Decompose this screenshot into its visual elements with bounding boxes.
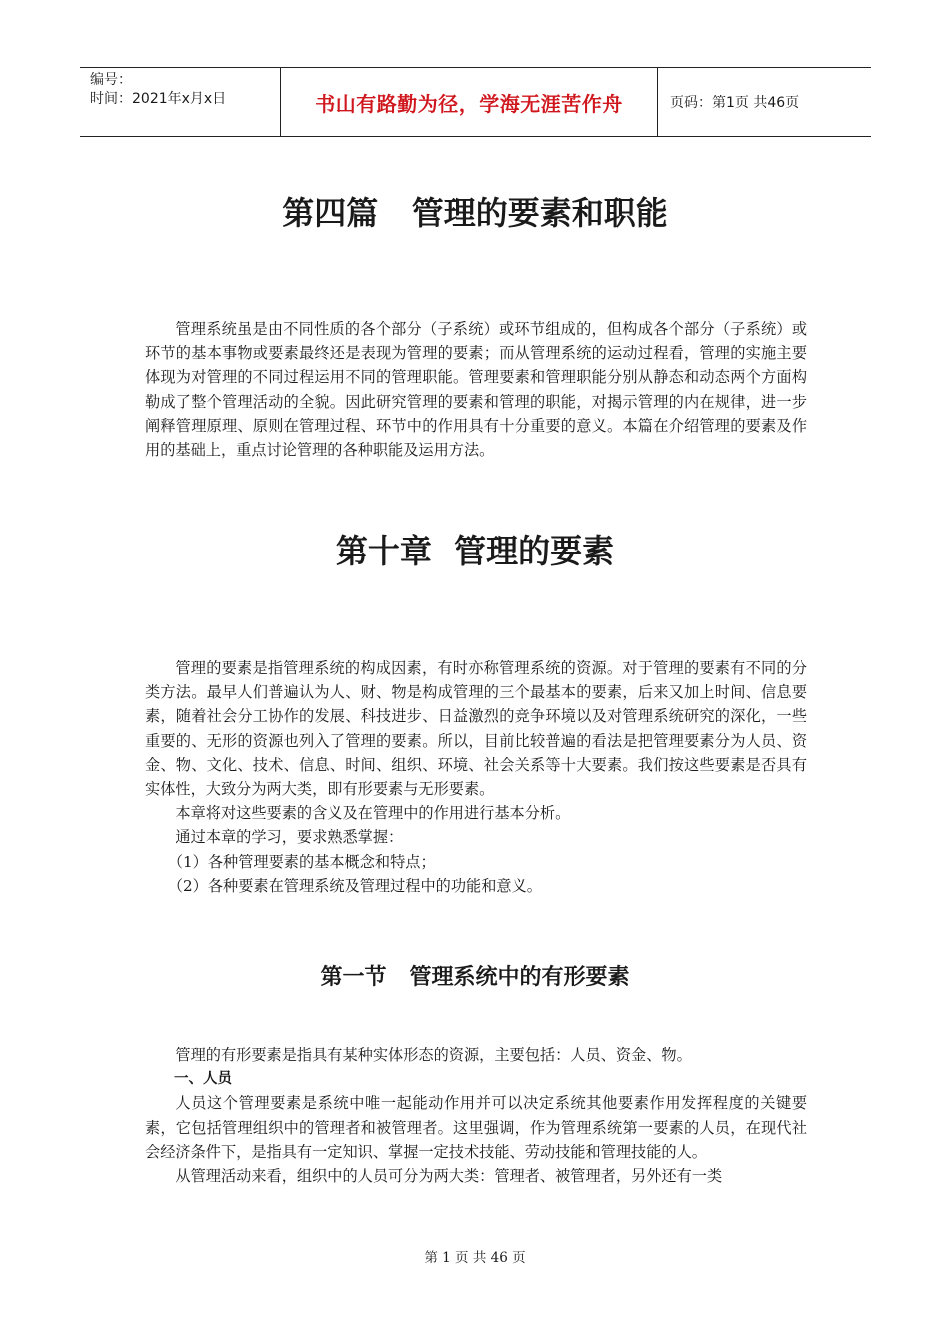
section-paragraph: 人员这个管理要素是系统中唯一起能动作用并可以决定系统其他要素作用发挥程度的关键要素，它包括管理组织中的管理者和被管理者。这里强调，作为管理系统第一要素的人员，在现代社会经济条件下，是指具有一定知识、掌握一定技术技能、劳动技能和管理技能的人。 bbox=[145, 1094, 807, 1161]
section-paragraph: 从管理活动来看，组织中的人员可分为两大类：管理者、被管理者，另外还有一类 bbox=[175, 1167, 723, 1186]
chapter-paragraph: 通过本章的学习，要求熟悉掌握： bbox=[175, 828, 404, 847]
section-intro: 管理的有形要素是指具有某种实体形态的资源，主要包括：人员、资金、物。 bbox=[175, 1046, 692, 1064]
chapter-body bbox=[145, 656, 807, 898]
header-meta bbox=[80, 68, 281, 136]
objective-item: （2）各种要素在管理系统及管理过程中的功能和意义。 bbox=[167, 876, 542, 895]
objective-item: （1）各种管理要素的基本概念和特点； bbox=[167, 852, 436, 871]
chapter-title: 第十章 管理的要素 bbox=[335, 532, 615, 570]
part-title: 第四篇 管理的要素和职能 bbox=[282, 194, 668, 232]
section-body bbox=[145, 1043, 807, 1188]
subheading: 一、人员 bbox=[174, 1071, 232, 1088]
intro-block bbox=[145, 317, 807, 462]
chapter-paragraph: 管理的要素是指管理系统的构成因素，有时亦称管理系统的资源。对于管理的要素有不同的分类方法。最早人们普遍认为人、财、物是构成管理的三个最基本的要素，后来又加上时间、信息要素，随着社会分工协作的发展、科技进步、日益激烈的竞争环境以及对管理系统研究的深化，一些重要的、无形的资源也列入了管理的要素。所以，目前比较普遍的看法是把管理要素分为人员、资金、物、文化、技术、信息、时间、组织、环境、社会关系等十大要素。我们按这些要素是否具有实体性，大致分为两大类，即有形要素与无形要素。 bbox=[145, 659, 807, 799]
header-motto: 书山有路勤为径，学海无涯苦作舟 bbox=[281, 68, 658, 136]
intro-paragraph: 管理系统虽是由不同性质的各个部分（子系统）或环节组成的，但构成各个部分（子系统）或环节的基本事物或要素最终还是表现为管理的要素；而从管理系统的运动过程看，管理的实施主要体现为对管理的不同过程运用不同的管理职能。管理要素和管理职能分别从静态和动态两个方面构勒成了整个管理活动的全貌。因此研究管理的要素和管理的职能，对揭示管理的内在规律，进一步阐释管理原理、原则在管理过程、环节中的作用具有十分重要的意义。本篇在介绍管理的要素及作用的基础上，重点讨论管理的各种职能及运用方法。 bbox=[145, 320, 807, 460]
page-footer: 第 1 页 共 46 页 bbox=[424, 1250, 526, 1266]
document-date: 时间：2021年x月x日 bbox=[90, 91, 227, 107]
chapter-paragraph: 本章将对这些要素的含义及在管理中的作用进行基本分析。 bbox=[175, 804, 571, 823]
page-header bbox=[80, 67, 871, 137]
header-page-info: 页码：第1页 共46页 bbox=[670, 95, 800, 111]
document-number-label: 编号： bbox=[90, 72, 132, 88]
section-title: 第一节 管理系统中的有形要素 bbox=[320, 965, 630, 990]
